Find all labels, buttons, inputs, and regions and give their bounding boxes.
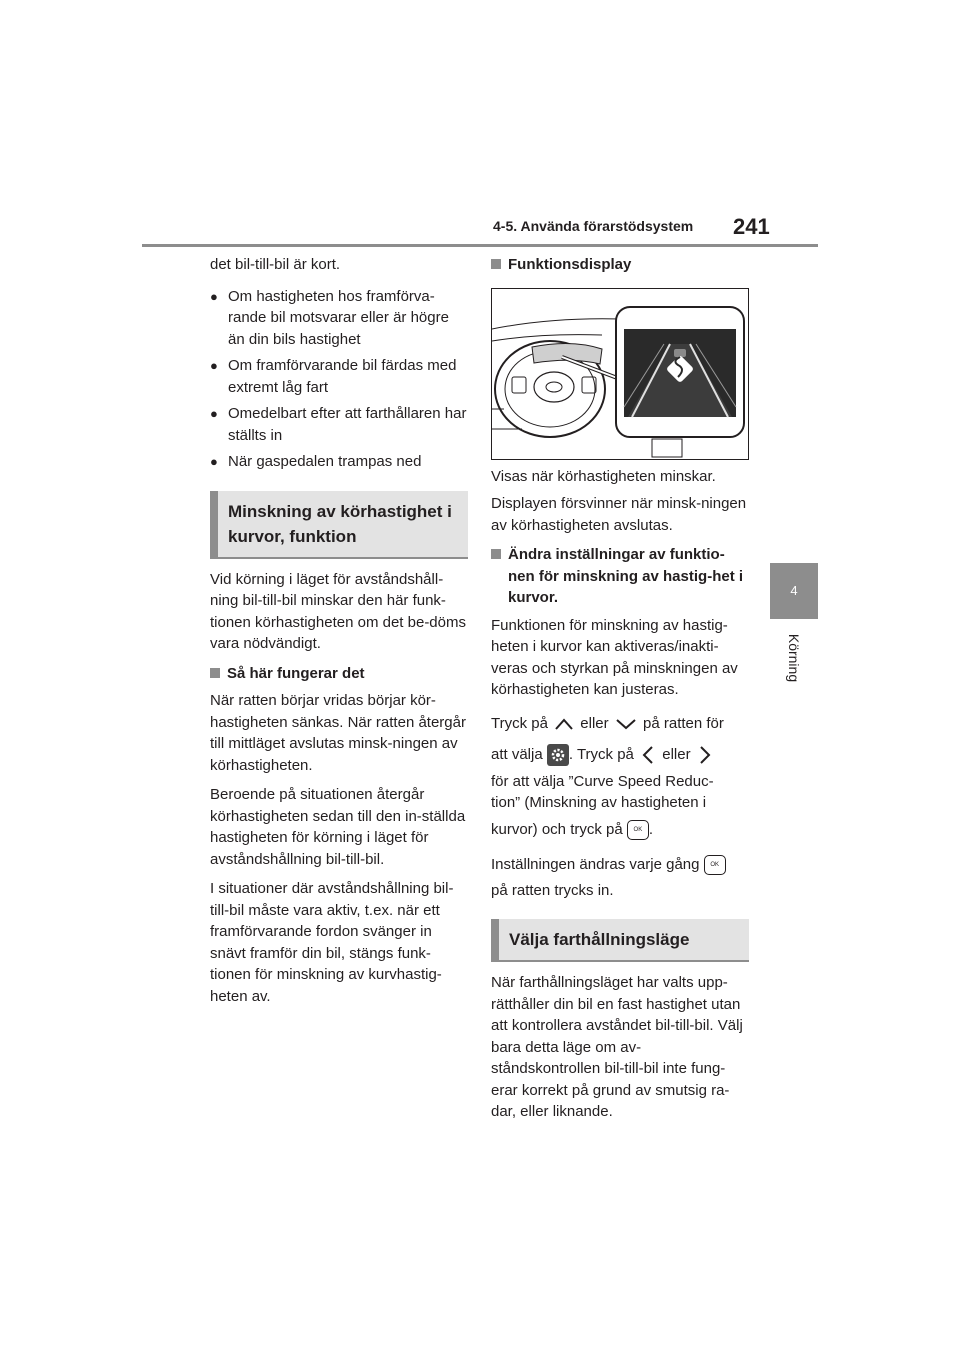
- instruction-line: på ratten trycks in.: [491, 881, 614, 899]
- text-span: eller: [662, 745, 691, 763]
- paragraph: Funktionen för minskning av hastig-heten i kurvor kan aktiveras/inakti-veras och styrkan på minskningen av körhastigheten kan justeras.: [491, 616, 738, 698]
- section-header: 4-5. Använda förarstödsystem: [493, 218, 694, 234]
- text-span: på ratten för: [643, 714, 724, 732]
- caption: Visas när körhastigheten minskar.: [491, 467, 716, 485]
- section-title: Välja farthållningsläge: [509, 930, 690, 949]
- section-title-box: [491, 919, 749, 962]
- instruction-line: [491, 739, 749, 771]
- subheading: Funktionsdisplay: [491, 254, 749, 276]
- chevron-right-icon: [695, 744, 715, 766]
- paragraph: det bil-till-bil är kort.: [210, 256, 341, 273]
- chevron-up-icon: [552, 717, 576, 731]
- ok-button-icon: OK: [704, 855, 726, 875]
- chapter-tab: 4: [770, 563, 818, 619]
- paragraph: När ratten börjar vridas börjar kör-hastigheten sänkas. När ratten återgår till mittläget avslutas minsk-ningen av körhastigheten.: [210, 692, 466, 774]
- paragraph: Vid körning i läget för avståndshåll-ning bil-till-bil minskar den här funk-tionen körhastigheten om det be-döms vara nödvändigt.: [210, 570, 466, 652]
- text-span: eller: [580, 714, 609, 732]
- paragraph: När farthållningsläget har valts upp-rätthåller din bil en fast hastighet utan att kontrollera avståndet bil-till-bil. Välj bara detta läge om av-ståndskontrollen bil-till-bil inte fung-erar korrekt på grund av smutsig ra-dar, eller liknande.: [491, 974, 743, 1120]
- subheading: Ändra inställningar av funktio-nen för minskning av hastig-het i kurvor.: [491, 544, 749, 609]
- instruction-line: [491, 850, 749, 880]
- instruction-line: för att välja ”Curve Speed Reduc-: [491, 772, 714, 790]
- dashboard-illustration: [492, 289, 748, 459]
- section-title: Minskning av körhastighet i kurvor, funktion: [228, 501, 452, 546]
- left-column: [210, 254, 468, 1007]
- text-span: .: [648, 820, 654, 838]
- instruction-line: [491, 709, 749, 739]
- ok-button-icon: OK: [627, 820, 649, 840]
- paragraph: I situationer där avståndshållning bil-till-bil måste vara aktiv, t.ex. när ett framförvarande fordon svänger in snävt framför din bil, stängs funk-tionen för minskning av kurvhastig-heten av.: [210, 880, 454, 1005]
- text-span: att välja: [491, 745, 543, 763]
- section-title-box: [210, 491, 468, 559]
- function-display-illustration: [491, 288, 749, 460]
- bullet-item: ● Omedelbart efter att farthållaren har ställts in: [210, 403, 468, 446]
- right-column: [491, 254, 749, 1123]
- instruction-line: [491, 814, 749, 846]
- bullet-item: ● Om hastigheten hos framförva-rande bil motsvarar eller är högre än din bils hastighet: [210, 286, 468, 351]
- paragraph: Beroende på situationen återgår körhastigheten sedan till den in-ställda hastigheten för körning i läget för avståndshållning bil-till-bil.: [210, 786, 466, 868]
- caption: Displayen försvinner när minsk-ningen av körhastigheten avslutas.: [491, 495, 747, 534]
- instruction-line: tion” (Minskning av hastigheten i: [491, 794, 707, 811]
- text-span: Tryck på: [491, 714, 548, 732]
- chevron-left-icon: [638, 744, 658, 766]
- settings-gear-icon: [547, 744, 569, 766]
- bullet-item: ● Om framförvarande bil färdas med extremt låg fart: [210, 355, 468, 398]
- text-span: Inställningen ändras varje gång: [491, 855, 700, 873]
- bullet-item: ● När gaspedalen trampas ned: [210, 451, 468, 473]
- chapter-tab-label: Körning: [786, 633, 802, 683]
- chevron-down-icon: [613, 717, 639, 731]
- text-span: . Tryck på: [568, 745, 634, 763]
- header-divider: [142, 244, 818, 247]
- page-number: 241: [733, 214, 770, 239]
- subheading: Så här fungerar det: [210, 663, 468, 685]
- text-span: kurvor) och tryck på: [491, 820, 623, 838]
